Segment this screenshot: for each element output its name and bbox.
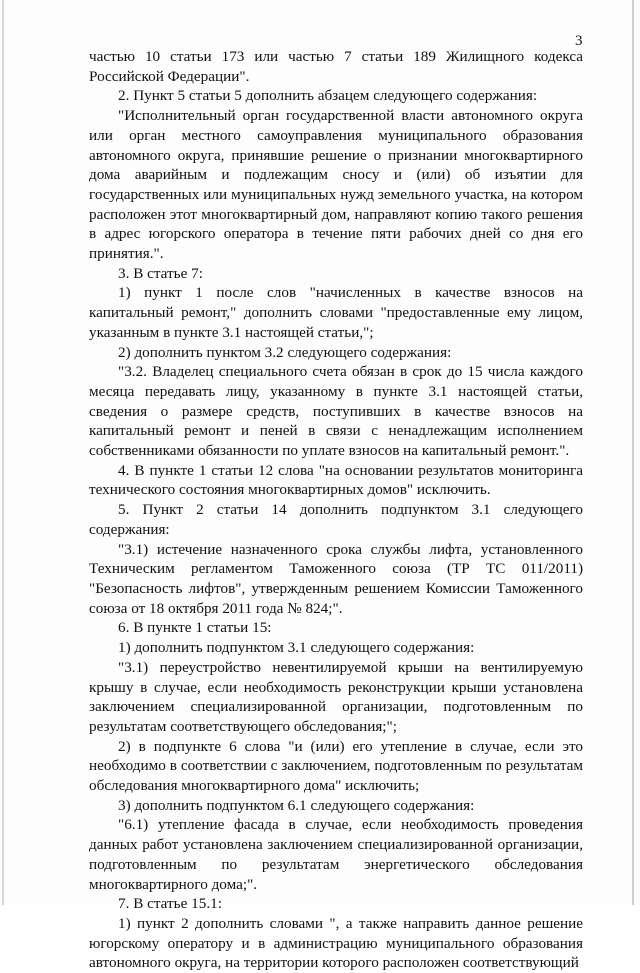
scan-edge-left [2, 0, 4, 905]
paragraph-16: 7. В статье 15.1: [118, 895, 222, 913]
paragraph-4: 1) пункт 1 после слов "начисленных в качестве взносов на капитальный ремонт," дополнить словами "предоставленные ему лицом, указанным в пункте 3.1 настоящей статьи,"; [89, 284, 583, 341]
page-number: 3 [575, 33, 583, 49]
paragraph-3: 3. В статье 7: [118, 264, 203, 282]
paragraph-17: 1) пункт 2 дополнить словами ", а также направить данное решение югорскому оператору и в администрацию муниципального образования автономного округа, на территории которого расположен соответствующий [89, 914, 583, 972]
paragraph-2: "Исполнительный орган государственной власти автономного округа или орган местного самоуправления муниципального образования автономного округа, принявшие решение о признании многоквартирного дома аварийным и подлежащим сносу и (или) об изъятии для государственных или муниципальных нужд земельного участка, на котором расположен этот многоквартирный дом, направляют копию такого решения в адрес югорского оператора в течение пяти рабочих дней со дня его принятия.". [89, 107, 583, 263]
paragraph-1: 2. Пункт 5 статьи 5 дополнить абзацем следующего содержания: [118, 87, 538, 105]
paragraph-14: 3) дополнить подпунктом 6.1 следующего содержания: [118, 796, 475, 814]
paragraph-12: "3.1) переустройство невентилируемой крыши на вентилируемую крышу в случае, если необходимость реконструкции крыши установлена заключением специализированной организации, подготовленным по результатам соответствующего обследования;"; [89, 658, 583, 735]
paragraph-0: частью 10 статьи 173 или частью 7 статьи 189 Жилищного кодекса Российской Федерации". [89, 48, 583, 85]
paragraph-8: 5. Пункт 2 статьи 14 дополнить подпунктом 3.1 следующего содержания: [89, 501, 583, 538]
paragraph-10: 6. В пункте 1 статьи 15: [118, 619, 272, 637]
paragraph-5: 2) дополнить пунктом 3.2 следующего содержания: [118, 343, 452, 361]
paragraph-9: "3.1) истечение назначенного срока службы лифта, установленного Техническим регламентом Таможенного союза (ТР ТС 011/2011) "Безопасность лифтов", утвержденным решением Комиссии Таможенного союза от 18 октября 2011 года № 824;". [89, 540, 583, 617]
paragraph-15: "6.1) утепление фасада в случае, если необходимость проведения данных работ установлена заключением специализированной организации, подготовленным по результатам энергетического обследования многоквартирного дома;". [89, 816, 583, 893]
paragraph-13: 2) в подпункте 6 слова "и (или) его утепление в случае, если это необходимо в соответствии с заключением, подготовленным по результатам обследования многоквартирного дома" исключить; [89, 737, 583, 795]
paragraph-11: 1) дополнить подпунктом 3.1 следующего содержания: [118, 639, 475, 657]
scan-edge-right [632, 0, 634, 905]
paragraph-7: 4. В пункте 1 статьи 12 слова "на основании результатов мониторинга технического состояния многоквартирных домов" исключить. [89, 461, 583, 499]
paragraph-6: "3.2. Владелец специального счета обязан в срок до 15 числа каждого месяца передавать лицу, указанному в пункте 3.1 настоящей статьи, сведения о размере средств, поступивших в качестве взносов на капитальный ремонт и пеней в связи с ненадлежащим исполнением собственниками обязанности по уплате взносов на капитальный ремонт.". [89, 363, 583, 460]
document-body [89, 47, 583, 973]
